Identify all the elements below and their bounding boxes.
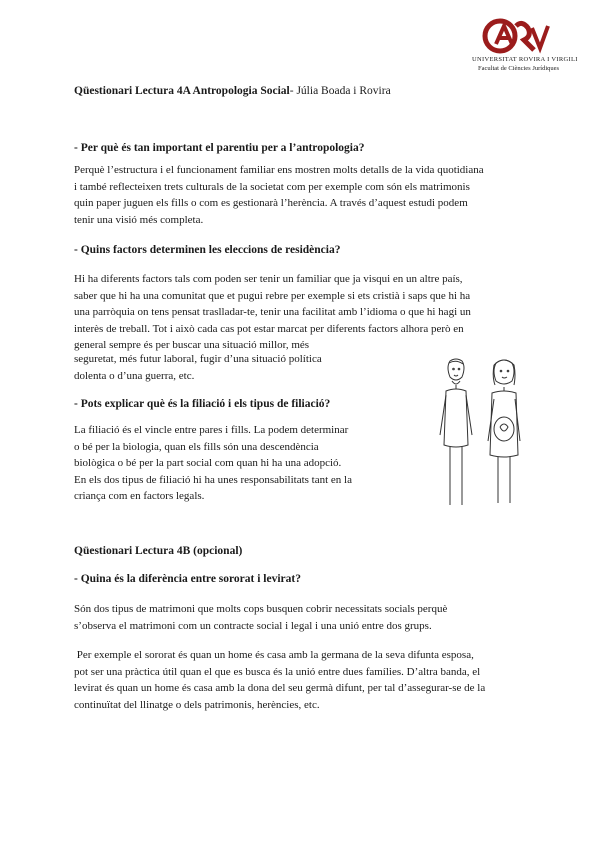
answer-1 bbox=[74, 162, 484, 228]
answer-line: Són dos tipus de matrimoni que molts cops busquen cobrir necessitats socials perquè bbox=[74, 603, 448, 615]
answer-line: dolenta o d’una guerra, etc. bbox=[74, 369, 195, 382]
answer-4-para-2 bbox=[74, 647, 485, 713]
answer-line: En els dos tipus de filiació hi ha unes responsabilitats tant en la bbox=[74, 473, 352, 486]
question-1: - Per què és tan important el parentiu per a l’antropologia? bbox=[74, 142, 365, 154]
university-name: UNIVERSITAT ROVIRA I VIRGILI bbox=[472, 56, 578, 63]
answer-line: i també reflecteixen trets culturals de la societat com per exemple com són els matrimonis bbox=[74, 180, 470, 193]
answer-2 bbox=[74, 271, 471, 384]
faculty-name: Facultat de Ciències Jurídiques bbox=[478, 65, 560, 72]
answer-line: quin paper juguen els fills o com es gestionarà l’herència. A través d’aquest estudi podem bbox=[74, 197, 468, 209]
answer-line: general sempre és per buscar una situació millor, més bbox=[74, 339, 310, 351]
section-b-title: Qüestionari Lectura 4B (opcional) bbox=[74, 545, 243, 557]
answer-line: Per exemple el sororat és quan un home és casa amb la germana de la seva difunta esposa, bbox=[74, 649, 474, 661]
title-bold: Qüestionari Lectura 4A Antropologia Social bbox=[74, 85, 290, 97]
answer-line: una parròquia on tens pensat traslladar-te, tenir una facilitat amb l’idioma o que hi hagi un bbox=[74, 306, 471, 318]
title-author: - Júlia Boada i Rovira bbox=[289, 85, 391, 97]
answer-line: o bé per la biologia, quan els fills són una descendència bbox=[74, 440, 319, 453]
answer-line: criança com en factors legals. bbox=[74, 490, 205, 502]
question-3: - Pots explicar què és la filiació i els tipus de filiació? bbox=[74, 398, 331, 410]
document-title bbox=[74, 85, 391, 97]
university-logo bbox=[472, 18, 578, 78]
answer-line: Perquè l’estructura i el funcionament familiar ens mostren molts detalls de la vida quotidiana bbox=[74, 164, 484, 176]
answer-line: continuïtat del llinatge o dels patrimonis, herències, etc. bbox=[74, 698, 320, 711]
family-sketch-icon bbox=[438, 355, 528, 515]
answer-line: seguretat, més futur laboral, fugir d’una situació política bbox=[74, 353, 322, 365]
answer-line: s’observa el matrimoni com un contracte social i legal i una unió entre dos grups. bbox=[74, 619, 432, 632]
answer-line: Hi ha diferents factors tals com poden ser tenir un familiar que ja visqui en un altre país, bbox=[74, 273, 463, 285]
answer-4-para-1 bbox=[74, 601, 447, 634]
urv-logo-icon bbox=[482, 18, 552, 54]
answer-3 bbox=[74, 422, 352, 505]
answer-line: pot ser una pràctica útil quan el que es busca és la unió entre dues famílies. D’altra banda, el bbox=[74, 665, 481, 678]
answer-line: tenir una visió més completa. bbox=[74, 213, 204, 226]
answer-line: saber que hi ha una comunitat que et pugui rebre per exemple si ets cristià i saps que hi ha bbox=[74, 289, 471, 302]
question-4: - Quina és la diferència entre sororat i levirat? bbox=[74, 573, 301, 585]
answer-line: La filiació és el vincle entre pares i fills. La podem determinar bbox=[74, 424, 349, 436]
answer-line: interès de treball. Tot i això cada cas pot estar marcat per diferents factors alhora però en bbox=[74, 322, 464, 335]
answer-line: biològica o bé per la part social com quan hi ha una adopció. bbox=[74, 457, 342, 469]
question-2: - Quins factors determinen les eleccions de residència? bbox=[74, 244, 341, 256]
answer-line: levirat és quan un home és casa amb la dona del seu germà difunt, per tal d’assegurar-se de la bbox=[74, 682, 486, 694]
